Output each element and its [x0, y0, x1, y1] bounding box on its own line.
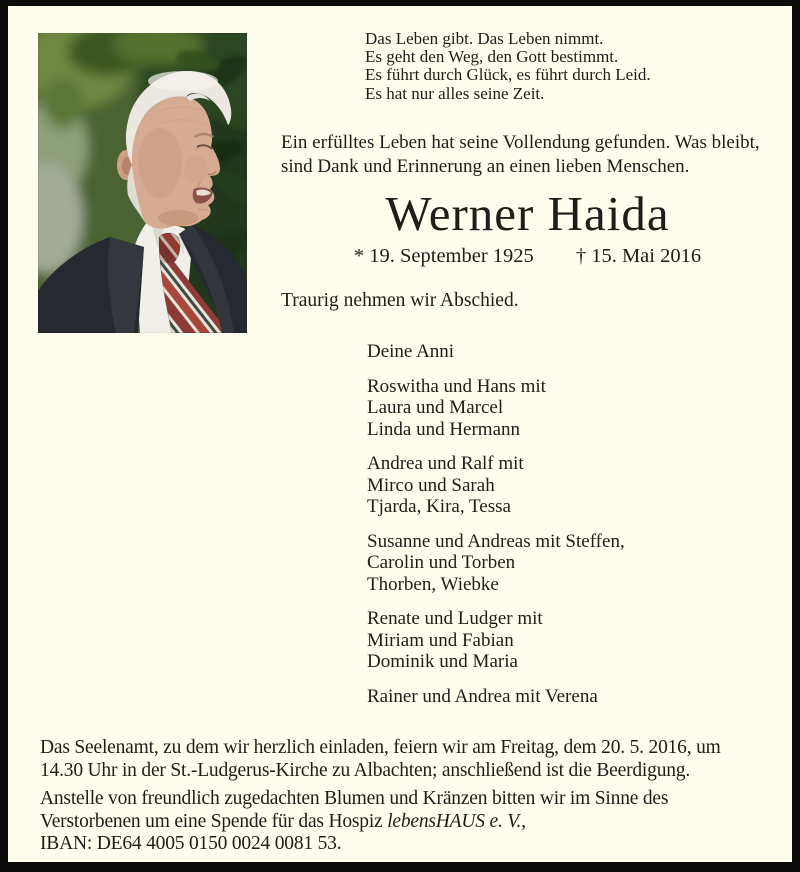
iban-line: IBAN: DE64 4005 0150 0024 0081 53. — [40, 833, 342, 854]
death-date: † 15. Mai 2016 — [575, 245, 702, 267]
poem-line: Es hat nur alles seine Zeit. — [365, 83, 545, 103]
donation-text: Verstorbenen um eine Spende für das Hospiz — [40, 810, 388, 832]
mourner-line: Mirco und Sarah — [367, 474, 495, 496]
poem-line: Es führt durch Glück, es führt durch Leid. — [365, 65, 651, 85]
mourner-line: Miriam und Fabian — [367, 629, 514, 651]
mourner-line: Rainer und Andrea mit Verena — [367, 685, 598, 707]
mourner-group — [367, 453, 625, 518]
mourner-group — [367, 531, 625, 596]
mourner-line: Andrea und Ralf mit — [367, 453, 524, 474]
mourner-line: Susanne und Andreas mit Steffen, — [367, 530, 625, 552]
donation-line: Anstelle von freundlich zugedachten Blumen und Kränzen bitten wir im Sinne des — [40, 788, 669, 809]
mourner-group — [367, 608, 625, 673]
poem-block — [365, 30, 651, 103]
mourner-line: Dominik und Maria — [367, 651, 518, 672]
poem-line: Es geht den Weg, den Gott bestimmt. — [365, 47, 619, 67]
mourner-line: Linda und Hermann — [367, 418, 521, 440]
mourner-line: Carolin und Torben — [367, 552, 516, 573]
hospice-name: lebensHAUS e. V., — [387, 810, 526, 832]
birth-date: * 19. September 1925 — [353, 245, 534, 267]
mourner-line: Deine Anni — [367, 341, 455, 362]
mourner-group — [367, 686, 625, 708]
mourner-line: Roswitha und Hans mit — [367, 375, 546, 397]
mourner-group — [367, 341, 625, 363]
mourner-line: Tjarda, Kira, Tessa — [367, 496, 511, 517]
life-dates — [290, 244, 765, 268]
poem-line: Das Leben gibt. Das Leben nimmt. — [365, 29, 604, 48]
mourner-line: Renate und Ludger mit — [367, 608, 543, 629]
service-line: 14.30 Uhr in der St.-Ludgerus-Kirche zu Albachten; anschließend ist die Beerdigung. — [40, 759, 691, 781]
intro-line: sind Dank und Erinnerung an einen lieben Menschen. — [281, 155, 690, 177]
mourners-list — [367, 341, 625, 720]
deceased-name: Werner Haida — [385, 186, 670, 241]
intro-line: Ein erfülltes Leben hat seine Vollendung gefunden. Was bleibt, — [281, 132, 760, 153]
donation-info — [40, 788, 721, 856]
intro-block — [281, 131, 760, 178]
mourner-line: Laura und Marcel — [367, 397, 504, 418]
service-line: Das Seelenamt, zu dem wir herzlich einladen, feiern wir am Freitag, dem 20. 5. 2016, um — [40, 737, 721, 758]
bottom-block — [40, 737, 721, 856]
mourner-group — [367, 376, 625, 441]
portrait-photo — [38, 33, 247, 333]
portrait-illustration — [38, 33, 247, 333]
service-info — [40, 737, 721, 782]
donation-line — [40, 811, 721, 834]
mourner-line: Thorben, Wiebke — [367, 573, 499, 595]
farewell-line: Traurig nehmen wir Abschied. — [281, 290, 519, 311]
